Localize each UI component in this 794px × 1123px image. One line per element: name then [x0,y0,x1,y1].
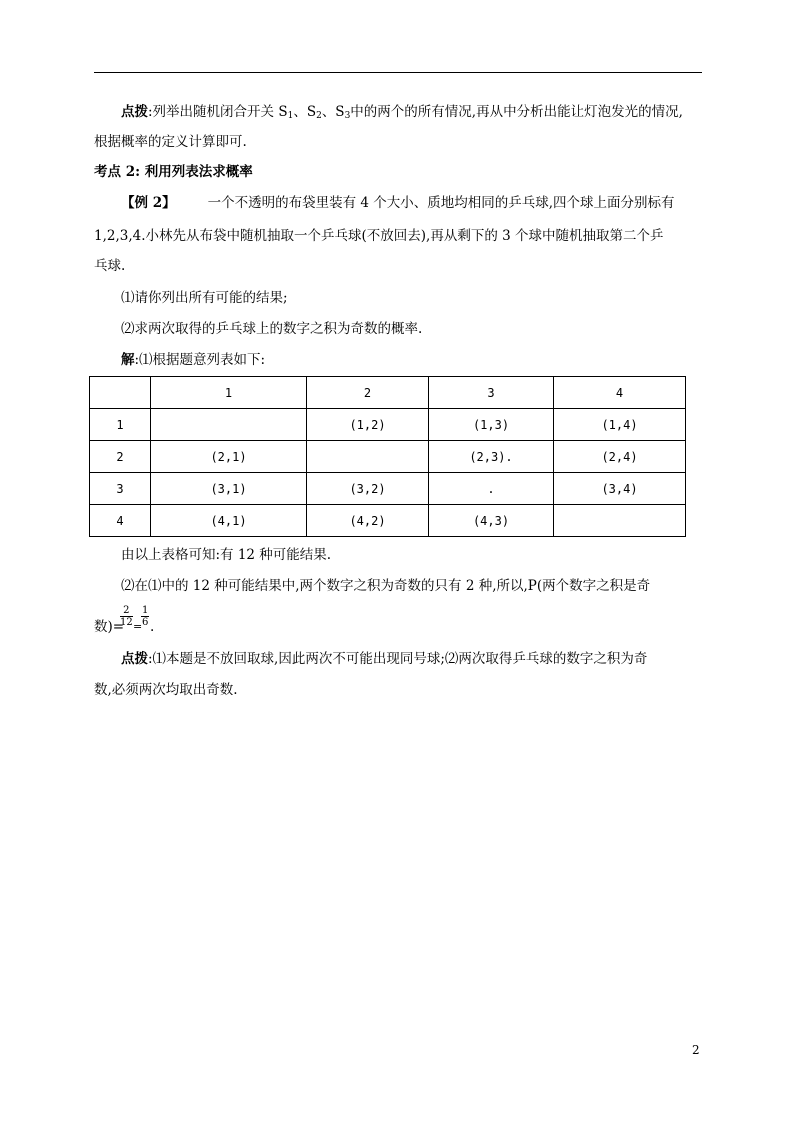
fraction-2-over-12: $\frac{2}{12}$ [120,605,133,628]
end-period: . [150,619,155,635]
table-cell: (1,3) [429,409,554,441]
table-header-row [90,377,686,409]
table-cell: 3 [90,473,151,505]
tip2-label: 点拨 [121,651,148,667]
solution-label: 解 [121,352,135,368]
equals-sign: = [133,620,143,633]
table-cell [554,505,686,537]
table-cell: 3 [429,377,554,409]
table-row [90,505,686,537]
tip1-label: 点拨 [121,104,148,120]
example-line2: 1,2,3,4.小林先从布袋中随机抽取一个乒乓球(不放回去),再从剩下的 3 个球中随机抽取第二个乒 [94,228,664,244]
table-cell: 1 [151,377,307,409]
table-cell [90,377,151,409]
table-cell: 2 [307,377,429,409]
outcome-table [89,376,686,537]
table-row [90,409,686,441]
table-cell: (4,3) [429,505,554,537]
table-cell: 4 [90,505,151,537]
table-cell: (3,1) [151,473,307,505]
table-cell: (3,2) [307,473,429,505]
tip1-line2: 根据概率的定义计算即可. [94,134,247,150]
example-label: 【例 2】 [121,195,176,211]
example-line1: 【例 2】 一个不透明的布袋里装有 4 个大小、质地均相同的乒乓球,四个球上面分别标有 [121,195,675,211]
table-cell: 1 [90,409,151,441]
solution-intro: 解:⑴根据题意列表如下: [121,352,266,368]
table-cell: 2 [90,441,151,473]
table-cell [151,409,307,441]
header-rule [94,72,702,73]
table-cell: (2,3). [429,441,554,473]
table-row [90,441,686,473]
conclusion-1: 由以上表格可知:有 12 种可能结果. [121,547,332,563]
table-cell: (2,4) [554,441,686,473]
table-cell: (1,4) [554,409,686,441]
table-cell: (2,1) [151,441,307,473]
part2-line2: 数)= [94,619,125,635]
tip1-line1: 点拨:列举出随机闭合开关 $S_1$、$S_2$、$S_3$中的两个的所有情况,再从中分析出能让灯泡发光的情况, [121,104,683,121]
tip2-line2: 数,必须两次均取出奇数. [94,682,238,698]
page-number: 2 [692,1043,700,1057]
table-cell: (1,2) [307,409,429,441]
example-line3: 乓球. [94,258,126,274]
question-2: ⑵求两次取得的乒乓球上的数字之积为奇数的概率. [121,321,423,337]
fraction-1-over-6: $\frac{1}{6}$ [142,605,149,628]
table-cell: 4 [554,377,686,409]
part2-line1: ⑵在⑴中的 12 种可能结果中,两个数字之积为奇数的只有 2 种,所以,P(两个数字之积是奇 [121,578,651,594]
tip2-line1: 点拨:⑴本题是不放回取球,因此两次不可能出现同号球;⑵两次取得乒乓球的数字之积为奇 [121,651,648,667]
table-cell: (4,2) [307,505,429,537]
section-title: 考点 2: 利用列表法求概率 [94,164,253,180]
table-cell: (4,1) [151,505,307,537]
table-row [90,473,686,505]
table-cell: . [429,473,554,505]
question-1: ⑴请你列出所有可能的结果; [121,290,288,306]
table-cell: (3,4) [554,473,686,505]
table-cell [307,441,429,473]
